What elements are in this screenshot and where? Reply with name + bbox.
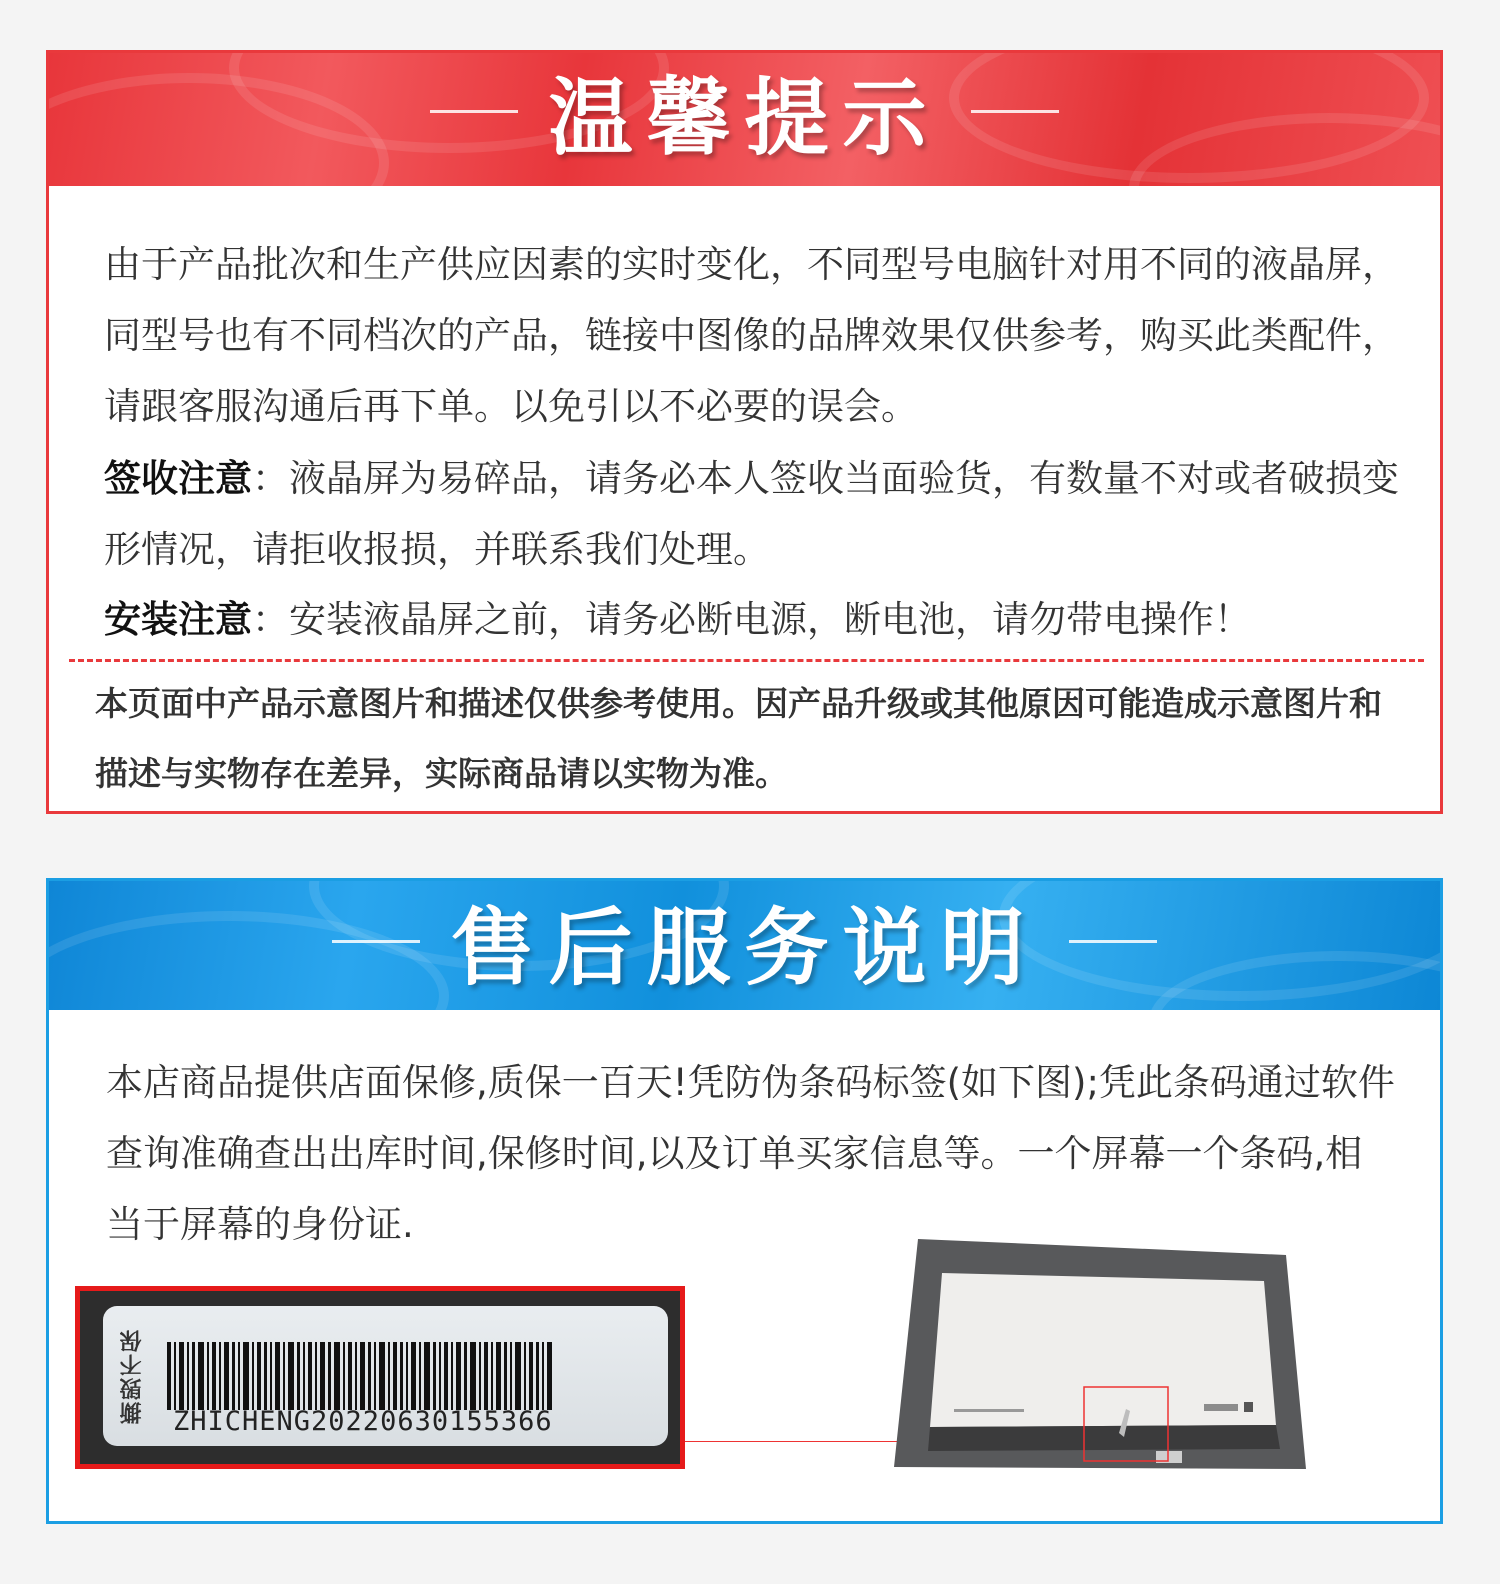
- void-warning-text: 撕毁不保: [120, 1328, 145, 1424]
- sign-text: ：液晶屏为易碎品，请务必本人签收当面验货，有数量不对或者破损变形情况，请拒收报损，并联系我们处理。: [104, 457, 1399, 571]
- install-text: ：安装液晶屏之前，请务必断电源，断电池，请勿带电操作！: [252, 598, 1251, 641]
- tips-title: 温馨提示: [548, 69, 941, 167]
- service-title: 售后服务说明: [450, 899, 1039, 997]
- service-panel: [46, 878, 1443, 1524]
- title-right-line: [971, 110, 1059, 113]
- tips-panel: [46, 50, 1443, 814]
- barcode-sticker: [103, 1306, 668, 1446]
- lcd-screen-photo: [894, 1237, 1308, 1472]
- title-right-line: [1069, 940, 1157, 943]
- install-label: 安装注意: [104, 598, 252, 641]
- barcode-label-photo: [75, 1286, 685, 1469]
- sign-label: 签收注意: [104, 457, 252, 500]
- title-left-line: [430, 110, 518, 113]
- service-banner: [49, 881, 1440, 1010]
- barcode-icon: [167, 1342, 557, 1410]
- title-left-line: [332, 940, 420, 943]
- install-notice: [104, 584, 1404, 655]
- tips-paragraph: 由于产品批次和生产供应因素的实时变化，不同型号电脑针对用不同的液晶屏，同型号也有不同档次的产品，链接中图像的品牌效果仅供参考，购买此类配件，请跟客服沟通后再下单。以免引以不必要的误会。: [104, 243, 1399, 428]
- tips-banner: [49, 53, 1440, 186]
- service-paragraph: 本店商品提供店面保修,质保一百天!凭防伪条码标签(如下图);凭此条码通过软件查询准确查出出库时间,保修时间,以及订单买家信息等。一个屏幕一个条码,相当于屏幕的身份证.: [106, 1061, 1395, 1246]
- sign-notice: [104, 443, 1404, 585]
- disclaimer: 本页面中产品示意图片和描述仅供参考使用。因产品升级或其他原因可能造成示意图片和描述与实物存在差异，实际商品请以实物为准。: [95, 684, 1382, 793]
- dashed-divider: [69, 659, 1424, 662]
- barcode-number: ZHICHENG20220630155366: [173, 1406, 553, 1437]
